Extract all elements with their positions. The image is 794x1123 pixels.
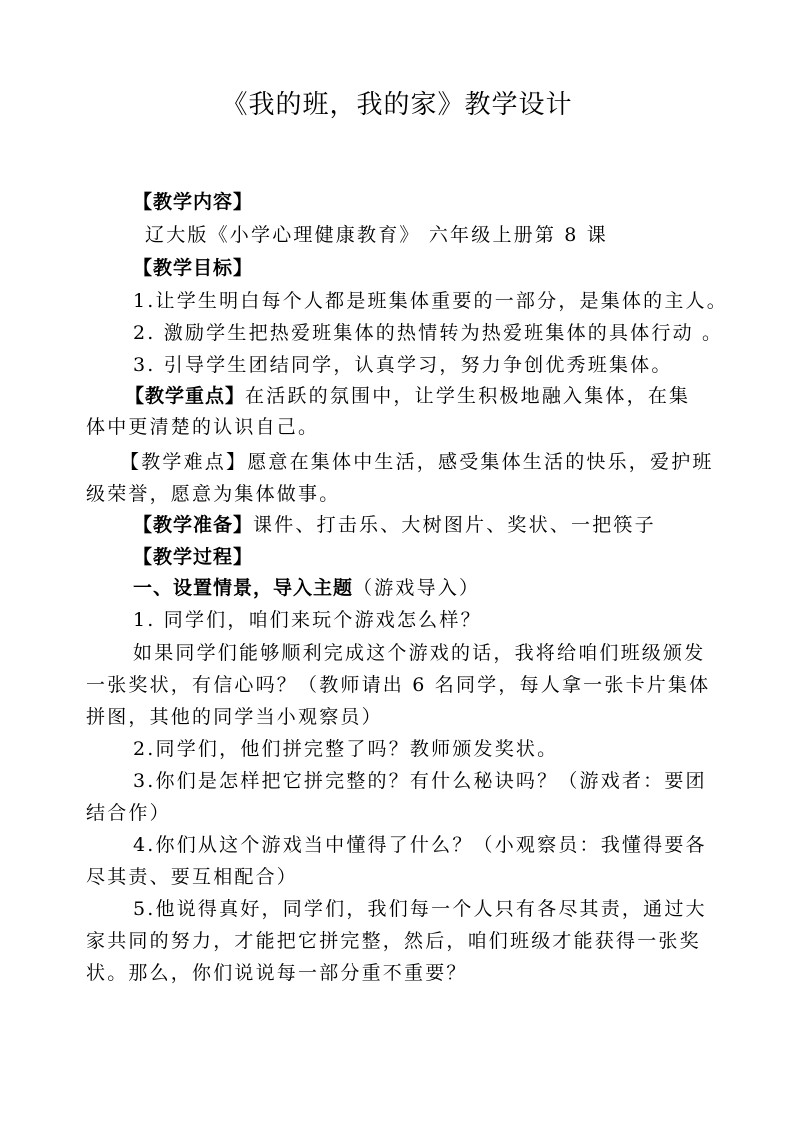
step-2: 2.同学们，他们拼完整了吗？教师颁发奖状。 [133, 738, 559, 760]
difficulty-text: 愿意在集体中生活，感受集体生活的快乐，爱护班 [247, 451, 714, 473]
goal-item: 2. 激励学生把热爱班集体的热情转为热爱班集体的具体行动 。 [133, 322, 724, 344]
prep-text: 课件、打击乐、大树图片、奖状、一把筷子 [253, 514, 656, 536]
section1-note: （游戏导入） [353, 577, 481, 599]
step-1: 1. 同学们，咱们来玩个游戏怎么样？ [133, 609, 482, 631]
step-5-cont: 状。那么，你们说说每一部分重不重要？ [86, 962, 468, 984]
difficulty-text-cont: 级荣誉，愿意为集体做事。 [86, 483, 341, 505]
step-5: 5.他说得真好，同学们，我们每一个人只有各尽其责，通过大 [133, 898, 707, 920]
page-title: 《我的班，我的家》教学设计 [221, 90, 573, 120]
paragraph-line: 如果同学们能够顺利完成这个游戏的话，我将给咱们班级颁发 [133, 642, 706, 664]
step-4-cont: 尽其责、要互相配合） [86, 866, 299, 888]
process-heading: 【教学过程】 [133, 546, 254, 568]
prep-label: 【教学准备】 [133, 514, 254, 536]
content-heading: 【教学内容】 [133, 191, 254, 213]
keypoint-text: 在活跃的氛围中，让学生积极地融入集体，在集 [245, 385, 691, 407]
keypoint-label: 【教学重点】 [125, 385, 246, 407]
goal-item: 1.让学生明白每个人都是班集体重要的一部分，是集体的主人。 [133, 290, 728, 312]
step-5-cont: 家共同的努力，才能把它拼完整，然后，咱们班级才能获得一张奖 [86, 930, 701, 952]
paragraph-line: 拼图，其他的同学当小观察员） [86, 706, 383, 728]
difficulty-label: 【教学难点】 [120, 451, 248, 473]
difficulty-line [120, 450, 714, 474]
section1-line [133, 576, 480, 600]
goals-heading: 【教学目标】 [133, 257, 254, 279]
step-4: 4.你们从这个游戏当中懂得了什么？（小观察员：我懂得要各 [133, 834, 707, 856]
paragraph-line: 一张奖状，有信心吗？（教师请出 6 名同学，每人拿一张卡片集体 [86, 674, 711, 696]
step-3-cont: 结合作） [86, 802, 171, 824]
step-3: 3.你们是怎样把它拼完整的？有什么秘诀吗？（游戏者：要团 [133, 770, 707, 792]
prep-line [133, 513, 656, 537]
goal-item: 3. 引导学生团结同学，认真学习，努力争创优秀班集体。 [133, 354, 673, 376]
keypoint-line [125, 384, 690, 408]
content-text: 辽大版《小学心理健康教育》 六年级上册第 8 课 [145, 224, 609, 246]
section1-label: 一、设置情景，导入主题 [133, 577, 354, 599]
keypoint-text-cont: 体中更清楚的认识自己。 [86, 416, 320, 438]
